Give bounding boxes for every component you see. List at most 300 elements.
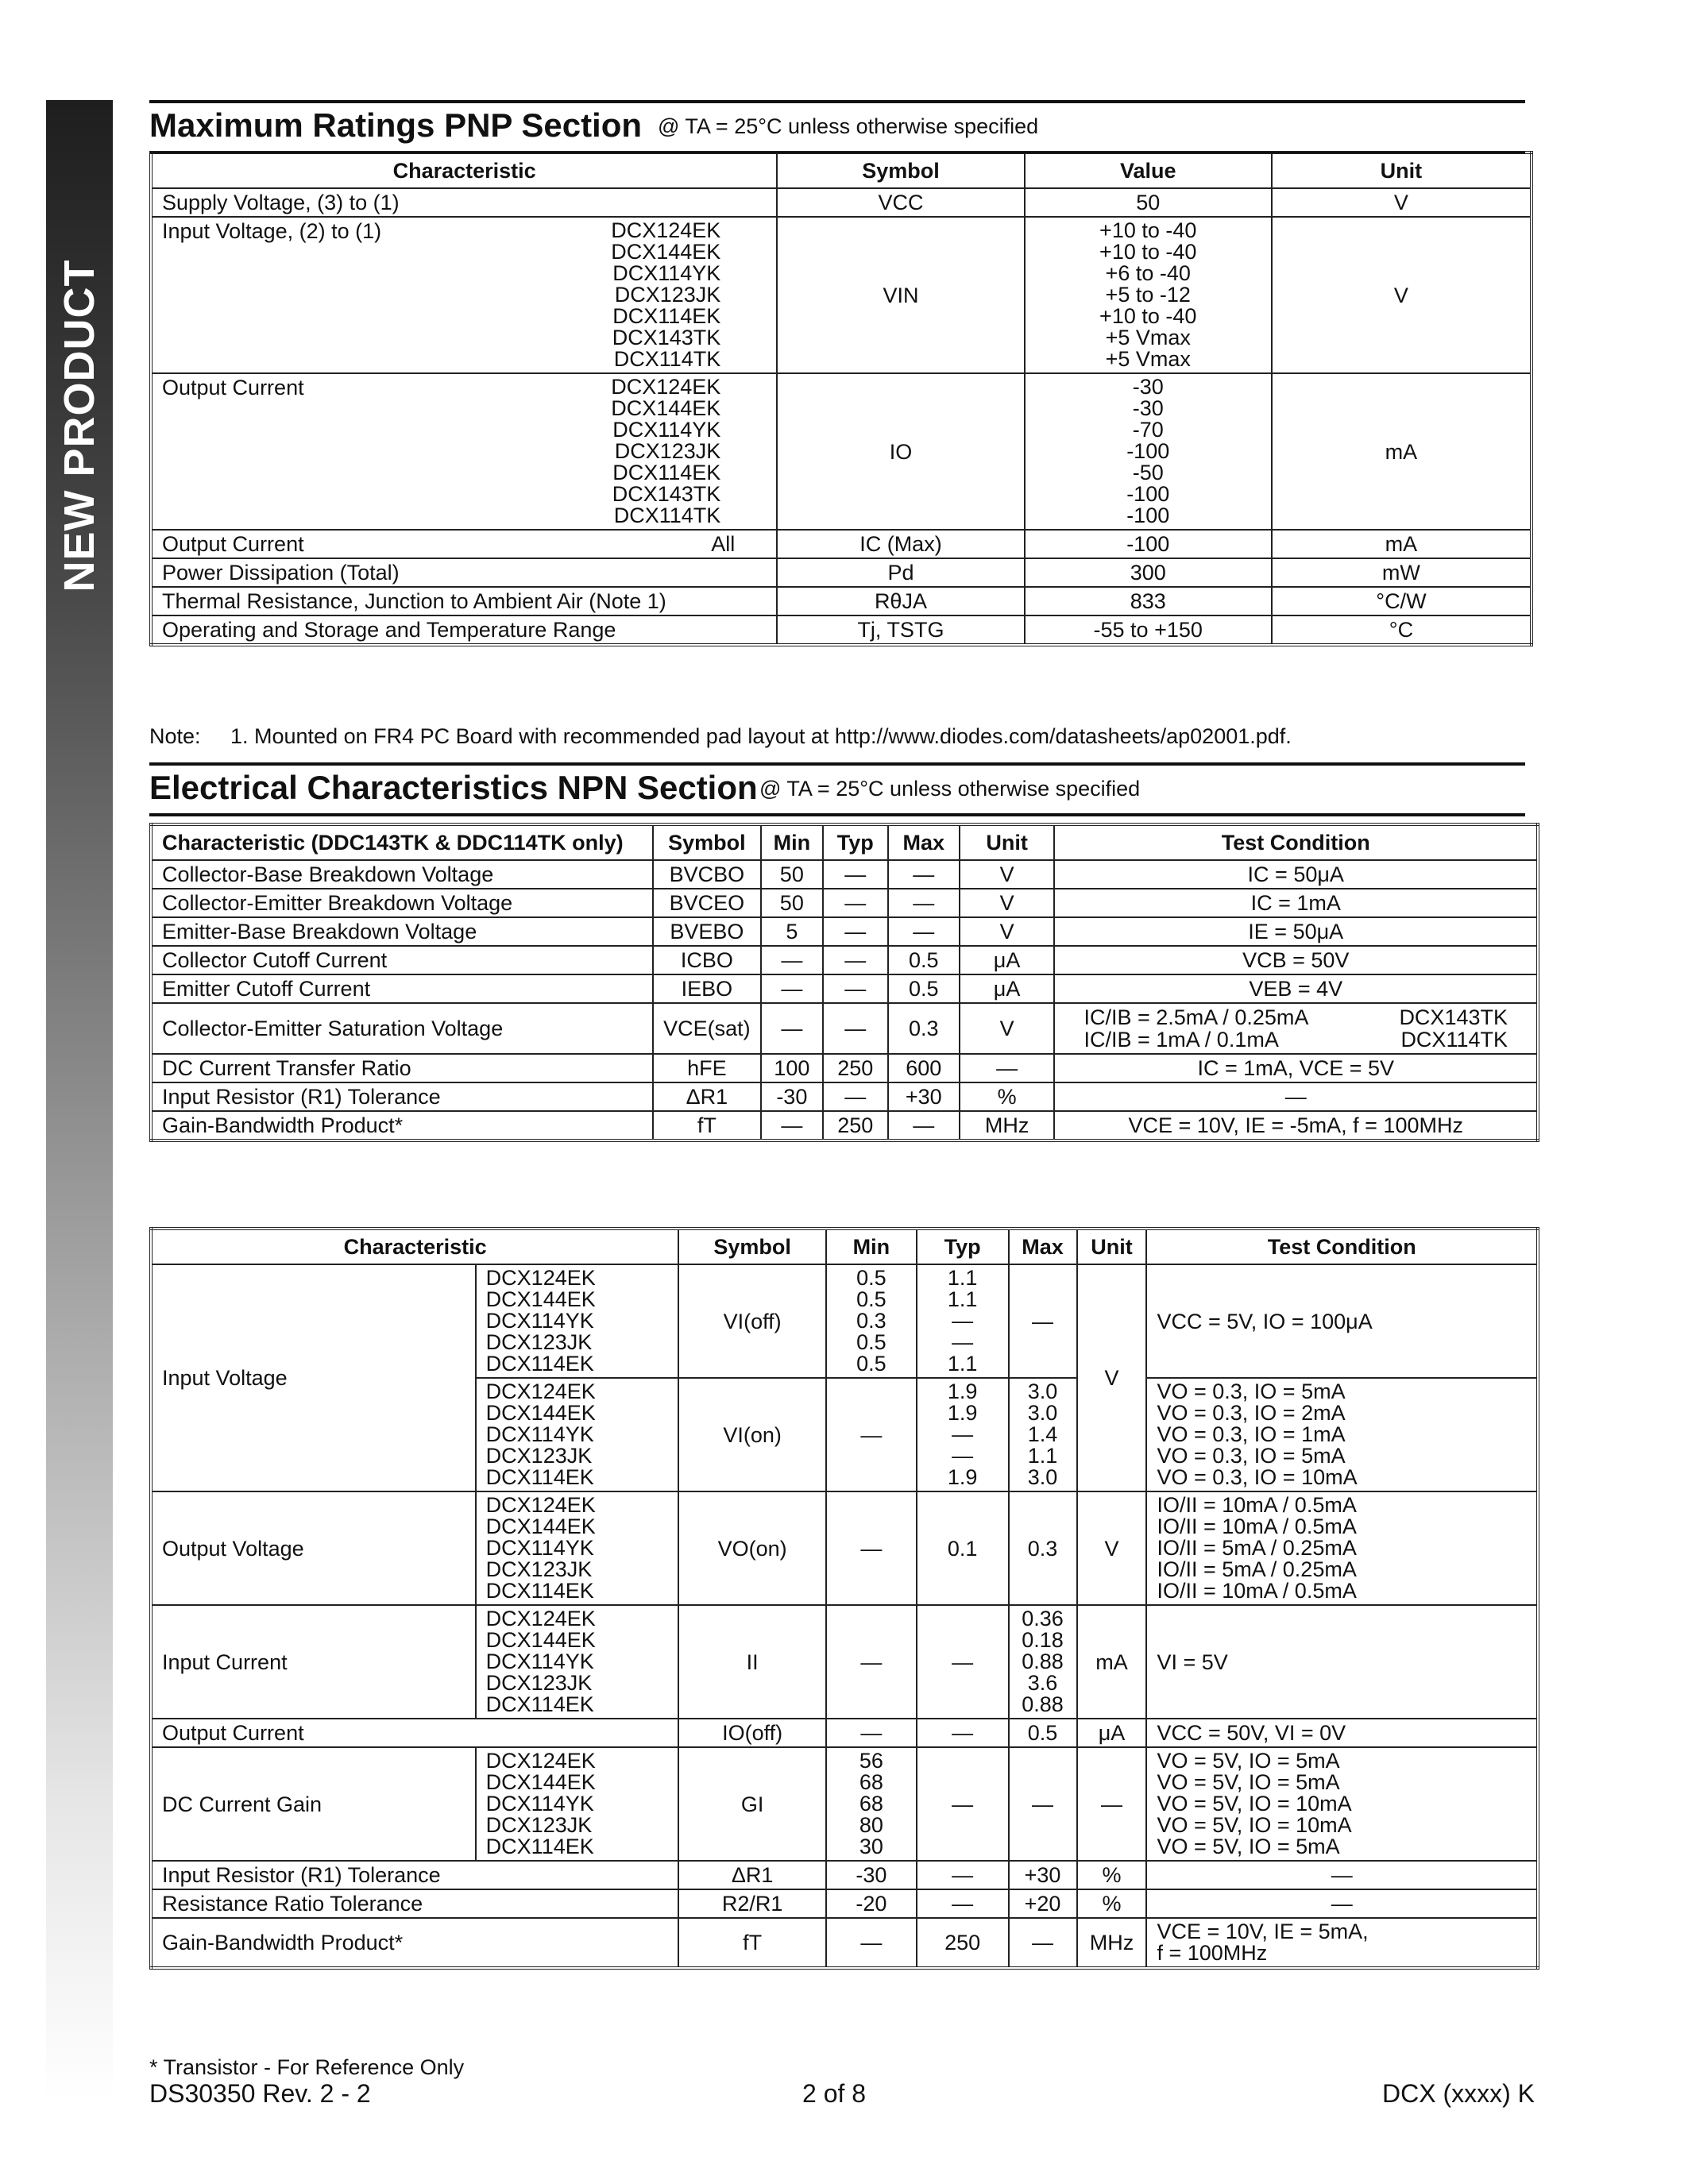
cell-unit: MHz	[1077, 1918, 1147, 1968]
note-text: 1. Mounted on FR4 PC Board with recommended pad layout at http://www.diodes.com/datasheets/ap02001.pdf.	[230, 724, 1292, 748]
cell-min: —	[826, 1491, 917, 1605]
condition: VO = 0.3, IO = 1mA	[1157, 1422, 1346, 1446]
cell-typ: —	[823, 917, 888, 946]
cell-characteristic: Power Dissipation (Total)	[151, 558, 777, 587]
cell-symbol: RθJA	[777, 587, 1024, 615]
cell-typ: —	[917, 1747, 1009, 1861]
part-number: DCX124EK	[485, 1266, 596, 1290]
condition: VO = 0.3, IO = 10mA	[1157, 1465, 1358, 1489]
cell-max: —	[888, 917, 960, 946]
cell-symbol: VO(on)	[678, 1491, 826, 1605]
part-number: DCX144EK	[485, 1287, 596, 1311]
value: 1.4	[1027, 1422, 1058, 1446]
part-number: DCX143TK	[612, 326, 721, 349]
cell-unit: V	[960, 889, 1055, 917]
cell-typ: 250	[823, 1054, 888, 1082]
condition: IC/IB = 1mA / 0.1mA	[1083, 1028, 1279, 1051]
cell-symbol: R2/R1	[678, 1889, 826, 1918]
value: 3.0	[1027, 1401, 1058, 1425]
part-number: DCX114YK	[485, 1650, 594, 1673]
cell-typ: —	[823, 946, 888, 974]
pnp-section-subtitle: @ TA = 25°C unless otherwise specified	[658, 114, 1039, 138]
cell-min: —	[761, 946, 823, 974]
cell-symbol: BVCBO	[653, 860, 761, 889]
col-header: Max	[1009, 1229, 1077, 1264]
cell-max: 600	[888, 1054, 960, 1082]
value: +10 to -40	[1099, 304, 1197, 328]
cell-unit: —	[1077, 1747, 1147, 1861]
cell-min: -30	[761, 1082, 823, 1111]
col-header: Characteristic (DDC143TK & DDC114TK only)	[151, 824, 653, 860]
cell-min-list	[826, 1264, 917, 1378]
part-number: DCX124EK	[485, 1607, 596, 1630]
cell-unit: °C/W	[1272, 587, 1532, 615]
condition: f = 100MHz	[1157, 1941, 1268, 1965]
value: +10 to -40	[1099, 240, 1197, 264]
part-number: DCX114EK	[485, 1465, 594, 1489]
cell-value: 50	[1025, 188, 1272, 217]
cell-typ: —	[917, 1861, 1009, 1889]
value: 1.1	[947, 1352, 978, 1376]
cell-max: 0.3	[888, 1003, 960, 1054]
cell-typ: —	[823, 1082, 888, 1111]
cell-unit: V	[1077, 1491, 1147, 1605]
cell-condition-list	[1146, 1491, 1538, 1605]
col-header: Typ	[823, 824, 888, 860]
cell-max: —	[888, 889, 960, 917]
cell-max: 0.3	[1009, 1491, 1077, 1605]
cell-unit: mA	[1272, 530, 1532, 558]
value: 0.88	[1022, 1650, 1064, 1673]
cell-unit: μA	[960, 974, 1055, 1003]
part-number: DCX144EK	[485, 1515, 596, 1538]
value: 0.5	[856, 1287, 886, 1311]
table-header-row	[151, 824, 1538, 860]
value: 0.36	[1022, 1607, 1064, 1630]
col-header: Test Condition	[1054, 824, 1538, 860]
cell-condition: VEB = 4V	[1054, 974, 1538, 1003]
condition: VO = 0.3, IO = 2mA	[1157, 1401, 1346, 1425]
part-list	[476, 1605, 679, 1719]
cell-condition-list	[1146, 1918, 1538, 1968]
cell-symbol: fT	[678, 1918, 826, 1968]
npn-section-header	[149, 762, 1525, 816]
cell-condition: IC = 50μA	[1054, 860, 1538, 889]
value: 0.5	[856, 1330, 886, 1354]
value: -100	[1126, 482, 1170, 506]
cell-typ-list	[917, 1378, 1009, 1491]
value: 1.1	[947, 1287, 978, 1311]
cell-condition: IC = 1mA, VCE = 5V	[1054, 1054, 1538, 1082]
part-number: DCX114YK	[612, 418, 721, 442]
cell-symbol: VIN	[777, 217, 1024, 373]
value: —	[952, 1422, 974, 1446]
cell-max: 0.5	[888, 974, 960, 1003]
cell-characteristic: Gain-Bandwidth Product*	[151, 1918, 678, 1968]
footer-doc-id: DS30350 Rev. 2 - 2	[149, 2079, 371, 2108]
value: -100	[1126, 439, 1170, 463]
cell-unit: MHz	[960, 1111, 1055, 1140]
cell-unit: %	[960, 1082, 1055, 1111]
cell-symbol: ICBO	[653, 946, 761, 974]
part-number: DCX144EK	[611, 240, 721, 264]
cell-symbol: ΔR1	[678, 1861, 826, 1889]
value: 3.0	[1027, 1379, 1058, 1403]
col-header: Typ	[917, 1229, 1009, 1264]
cell-unit: V	[960, 1003, 1055, 1054]
char-label: Output Current	[162, 376, 304, 399]
value: +6 to -40	[1105, 261, 1191, 285]
value: 0.5	[856, 1352, 886, 1376]
condition: IO/II = 5mA / 0.25mA	[1157, 1557, 1357, 1581]
part-list	[476, 1747, 679, 1861]
cell-min: —	[761, 974, 823, 1003]
value: -30	[1132, 375, 1164, 399]
cell-condition: —	[1146, 1889, 1538, 1918]
value: +5 Vmax	[1105, 347, 1191, 371]
cell-unit: V	[1272, 188, 1532, 217]
cell-symbol: GI	[678, 1747, 826, 1861]
condition: VO = 5V, IO = 10mA	[1157, 1813, 1352, 1837]
condition: IO/II = 5mA / 0.25mA	[1157, 1536, 1357, 1560]
value: +5 to -12	[1105, 283, 1191, 307]
table-row	[151, 530, 1532, 558]
condition: VO = 0.3, IO = 5mA	[1157, 1444, 1346, 1468]
table-row	[151, 1889, 1538, 1918]
cell-symbol: VCC	[777, 188, 1024, 217]
cell-unit: °C	[1272, 615, 1532, 645]
part-number: DCX114YK	[485, 1536, 594, 1560]
cell-min: —	[761, 1111, 823, 1140]
cell-min: —	[826, 1918, 917, 1968]
cell-symbol: IO(off)	[678, 1719, 826, 1747]
cell-characteristic	[151, 373, 777, 530]
cell-characteristic: Collector-Emitter Breakdown Voltage	[151, 889, 653, 917]
col-header: Unit	[960, 824, 1055, 860]
cell-symbol: VI(off)	[678, 1264, 826, 1378]
part-number: DCX114YK	[485, 1309, 594, 1333]
value: 30	[859, 1835, 883, 1858]
cell-condition: VCC = 5V, IO = 100μA	[1146, 1264, 1538, 1378]
part-number: DCX114TK	[1400, 1028, 1508, 1051]
cell-condition: IE = 50μA	[1054, 917, 1538, 946]
cell-typ: 250	[823, 1111, 888, 1140]
cell-symbol: Tj, TSTG	[777, 615, 1024, 645]
cell-condition: VI = 5V	[1146, 1605, 1538, 1719]
part-number: DCX123JK	[614, 439, 721, 463]
part-number: DCX114EK	[485, 1579, 594, 1603]
cell-min: -30	[826, 1861, 917, 1889]
table-row	[151, 188, 1532, 217]
cell-unit: V	[1077, 1264, 1147, 1491]
cell-characteristic: Collector-Base Breakdown Voltage	[151, 860, 653, 889]
cell-condition	[1054, 1003, 1538, 1054]
cell-condition: VCE = 10V, IE = -5mA, f = 100MHz	[1054, 1111, 1538, 1140]
cell-max: —	[888, 860, 960, 889]
char-label: Output Current	[162, 532, 304, 556]
condition: VO = 5V, IO = 5mA	[1157, 1770, 1340, 1794]
cell-symbol: fT	[653, 1111, 761, 1140]
col-header: Min	[826, 1229, 917, 1264]
part-number: DCX123JK	[485, 1444, 593, 1468]
cell-characteristic: Output Voltage	[151, 1491, 476, 1605]
cell-max-list	[1009, 1605, 1077, 1719]
part-number: DCX144EK	[485, 1770, 596, 1794]
value: 80	[859, 1813, 883, 1837]
cell-symbol: II	[678, 1605, 826, 1719]
value: -50	[1132, 461, 1164, 484]
sidebar-banner	[46, 100, 113, 2101]
value: -30	[1132, 396, 1164, 420]
part-all: All	[711, 532, 736, 556]
value: 1.9	[947, 1465, 978, 1489]
cell-unit: %	[1077, 1861, 1147, 1889]
value: 1.1	[947, 1266, 978, 1290]
cell-value: 833	[1025, 587, 1272, 615]
part-number: DCX144EK	[485, 1401, 596, 1425]
condition: IO/II = 10mA / 0.5mA	[1157, 1515, 1357, 1538]
note-label: Note:	[149, 724, 201, 748]
part-number: DCX124EK	[611, 375, 721, 399]
value: 0.5	[856, 1266, 886, 1290]
part-list	[476, 1264, 679, 1378]
cell-min: —	[761, 1003, 823, 1054]
cell-symbol: Pd	[777, 558, 1024, 587]
pnp-section-header	[149, 100, 1525, 154]
table-row	[151, 615, 1532, 645]
value: 3.0	[1027, 1465, 1058, 1489]
cell-min: 50	[761, 889, 823, 917]
cell-unit: V	[1272, 217, 1532, 373]
col-header: Max	[888, 824, 960, 860]
part-number: DCX114YK	[485, 1422, 594, 1446]
cell-max: +20	[1009, 1889, 1077, 1918]
cell-value-list	[1025, 373, 1272, 530]
condition: IC/IB = 2.5mA / 0.25mA	[1083, 1005, 1309, 1029]
cell-unit: μA	[960, 946, 1055, 974]
cell-max: 0.5	[888, 946, 960, 974]
cell-min: —	[826, 1719, 917, 1747]
part-number: DCX143TK	[1399, 1005, 1508, 1029]
cell-typ: —	[917, 1719, 1009, 1747]
cell-characteristic: Output Current	[151, 1719, 678, 1747]
cell-unit: V	[960, 860, 1055, 889]
table-row	[151, 860, 1538, 889]
col-header: Symbol	[653, 824, 761, 860]
cell-condition: IC = 1mA	[1054, 889, 1538, 917]
part-list	[611, 220, 767, 370]
part-number: DCX123JK	[614, 283, 721, 307]
cell-condition: —	[1054, 1082, 1538, 1111]
value: 0.18	[1022, 1628, 1064, 1652]
cell-symbol: BVEBO	[653, 917, 761, 946]
part-number: DCX124EK	[611, 218, 721, 242]
table-row	[151, 1861, 1538, 1889]
table-row	[151, 889, 1538, 917]
cell-value-list	[1025, 217, 1272, 373]
table-row	[151, 558, 1532, 587]
pnp-section-title: Maximum Ratings PNP Section	[149, 106, 643, 144]
col-header: Unit	[1272, 152, 1532, 188]
value: -70	[1132, 418, 1164, 442]
cell-symbol: ΔR1	[653, 1082, 761, 1111]
cell-max: —	[888, 1111, 960, 1140]
cell-characteristic: Input Current	[151, 1605, 476, 1719]
cell-min: —	[826, 1378, 917, 1491]
part-number: DCX114EK	[612, 461, 721, 484]
cell-symbol: IO	[777, 373, 1024, 530]
cell-unit: %	[1077, 1889, 1147, 1918]
value: 1.9	[947, 1379, 978, 1403]
value: +10 to -40	[1099, 218, 1197, 242]
part-number: DCX123JK	[485, 1557, 593, 1581]
table-row	[151, 1747, 1538, 1861]
table-row	[151, 1054, 1538, 1082]
cell-characteristic: Collector-Emitter Saturation Voltage	[151, 1003, 653, 1054]
cell-typ: 250	[917, 1918, 1009, 1968]
npn-section-subtitle: @ TA = 25°C unless otherwise specified	[759, 777, 1141, 801]
cell-unit: mW	[1272, 558, 1532, 587]
table-row	[151, 1003, 1538, 1054]
footer-part-family: DCX (xxxx) K	[1382, 2079, 1535, 2108]
value: 0.3	[856, 1309, 886, 1333]
part-number: DCX123JK	[485, 1330, 593, 1354]
table-row	[151, 917, 1538, 946]
input-output-characteristics-table	[149, 1227, 1539, 1970]
part-list	[611, 376, 767, 527]
part-list	[476, 1491, 679, 1605]
cell-max: 0.5	[1009, 1719, 1077, 1747]
npn-characteristics-table	[149, 823, 1539, 1142]
cell-unit: —	[960, 1054, 1055, 1082]
table-row	[151, 1264, 1538, 1378]
cell-characteristic	[151, 530, 777, 558]
condition: IO/II = 10mA / 0.5mA	[1157, 1579, 1357, 1603]
cell-symbol: VI(on)	[678, 1378, 826, 1491]
part-number: DCX143TK	[612, 482, 721, 506]
cell-characteristic	[151, 217, 777, 373]
cell-symbol: BVCEO	[653, 889, 761, 917]
cell-max-list	[1009, 1378, 1077, 1491]
col-header: Characteristic	[151, 1229, 678, 1264]
col-header: Symbol	[777, 152, 1024, 188]
condition: IO/II = 10mA / 0.5mA	[1157, 1493, 1357, 1517]
cell-typ: —	[823, 889, 888, 917]
col-header: Min	[761, 824, 823, 860]
part-number: DCX124EK	[485, 1493, 596, 1517]
part-number: DCX124EK	[485, 1749, 596, 1773]
col-header: Symbol	[678, 1229, 826, 1264]
value: 1.9	[947, 1401, 978, 1425]
table-row	[151, 1719, 1538, 1747]
cell-characteristic: Operating and Storage and Temperature Range	[151, 615, 777, 645]
part-number: DCX144EK	[611, 396, 721, 420]
char-label: Input Voltage, (2) to (1)	[162, 219, 382, 243]
cell-characteristic: Emitter-Base Breakdown Voltage	[151, 917, 653, 946]
cell-value: -55 to +150	[1025, 615, 1272, 645]
cell-typ: —	[917, 1889, 1009, 1918]
part-number: DCX123JK	[485, 1671, 593, 1695]
cell-unit: μA	[1077, 1719, 1147, 1747]
cell-characteristic: DC Current Gain	[151, 1747, 476, 1861]
sidebar-label: NEW PRODUCT	[56, 259, 103, 592]
condition: VO = 5V, IO = 5mA	[1157, 1749, 1340, 1773]
cell-typ-list	[917, 1264, 1009, 1378]
cell-symbol: hFE	[653, 1054, 761, 1082]
value: 3.6	[1027, 1671, 1058, 1695]
cell-max: —	[1009, 1747, 1077, 1861]
value: —	[952, 1444, 974, 1468]
value: 68	[859, 1792, 883, 1815]
npn-section-title: Electrical Characteristics NPN Section	[149, 769, 758, 806]
cell-condition-list	[1146, 1747, 1538, 1861]
cell-characteristic: DC Current Transfer Ratio	[151, 1054, 653, 1082]
part-number: DCX114TK	[613, 347, 721, 371]
cell-min: 5	[761, 917, 823, 946]
cell-max: +30	[1009, 1861, 1077, 1889]
cell-typ: —	[823, 974, 888, 1003]
part-number: DCX114YK	[485, 1792, 594, 1815]
cell-symbol: IC (Max)	[777, 530, 1024, 558]
cell-min: -20	[826, 1889, 917, 1918]
table-header-row	[151, 1229, 1538, 1264]
cell-min-list	[826, 1747, 917, 1861]
cell-typ: —	[823, 1003, 888, 1054]
condition: VCE = 10V, IE = 5mA,	[1157, 1920, 1369, 1943]
cell-characteristic: Resistance Ratio Tolerance	[151, 1889, 678, 1918]
condition: VO = 5V, IO = 10mA	[1157, 1792, 1352, 1815]
cell-value: -100	[1025, 530, 1272, 558]
condition: VO = 0.3, IO = 5mA	[1157, 1379, 1346, 1403]
pnp-ratings-table	[149, 151, 1533, 646]
part-list	[476, 1378, 679, 1491]
part-number: DCX123JK	[485, 1813, 593, 1837]
cell-min: 100	[761, 1054, 823, 1082]
cell-unit: mA	[1272, 373, 1532, 530]
cell-characteristic: Input Voltage	[151, 1264, 476, 1491]
part-number: DCX114TK	[613, 504, 721, 527]
table-row	[151, 1491, 1538, 1605]
part-number: DCX114EK	[485, 1692, 594, 1716]
table-row	[151, 1111, 1538, 1140]
footnote: * Transistor - For Reference Only	[149, 2055, 465, 2079]
value: 1.1	[1027, 1444, 1058, 1468]
cell-max: —	[1009, 1918, 1077, 1968]
cell-typ: —	[823, 860, 888, 889]
cell-characteristic: Input Resistor (R1) Tolerance	[151, 1861, 678, 1889]
part-number: DCX144EK	[485, 1628, 596, 1652]
cell-unit: mA	[1077, 1605, 1147, 1719]
table-row	[151, 373, 1532, 530]
table-row	[151, 974, 1538, 1003]
cell-characteristic: Supply Voltage, (3) to (1)	[151, 188, 777, 217]
table-row	[151, 1918, 1538, 1968]
cell-max: +30	[888, 1082, 960, 1111]
cell-min: —	[826, 1605, 917, 1719]
part-number: DCX114EK	[485, 1352, 594, 1376]
cell-condition: —	[1146, 1861, 1538, 1889]
value: 68	[859, 1770, 883, 1794]
value: —	[952, 1330, 974, 1354]
cell-characteristic: Collector Cutoff Current	[151, 946, 653, 974]
cell-typ: —	[917, 1605, 1009, 1719]
part-number: DCX114EK	[485, 1835, 594, 1858]
value: +5 Vmax	[1105, 326, 1191, 349]
col-header: Value	[1025, 152, 1272, 188]
table-header-row	[151, 152, 1532, 188]
table-row	[151, 217, 1532, 373]
part-number: DCX124EK	[485, 1379, 596, 1403]
